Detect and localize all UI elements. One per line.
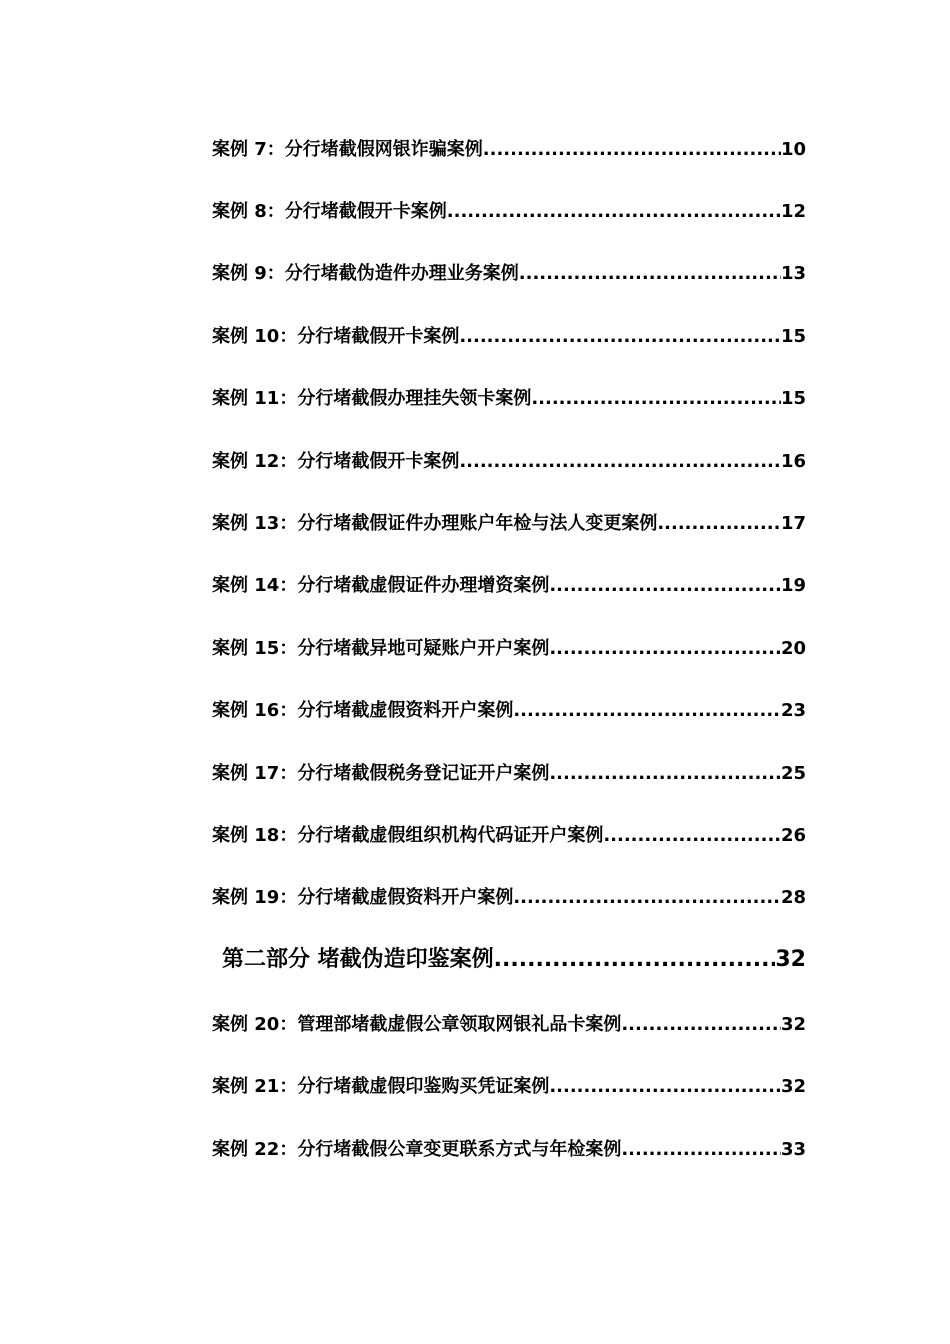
toc-entry[interactable] <box>212 1138 806 1162</box>
toc-entry[interactable] <box>212 637 806 661</box>
toc-entry[interactable] <box>212 762 806 786</box>
toc-entry[interactable] <box>212 200 806 224</box>
toc-entry-page: 20 <box>780 638 806 659</box>
toc-entry-page: 32 <box>780 1014 806 1035</box>
toc-part-heading[interactable] <box>222 946 806 974</box>
toc-entry-title: 案例 22：分行堵截假公章变更联系方式与年检案例 <box>212 1139 622 1160</box>
toc-entry-page: 15 <box>780 388 806 409</box>
toc-entry-page: 28 <box>780 887 806 908</box>
toc-entry-title: 案例 14：分行堵截虚假证件办理增资案例 <box>212 575 550 596</box>
toc-entry-page: 33 <box>780 1139 806 1160</box>
dot-leader <box>549 762 781 786</box>
toc-entry-title: 案例 11：分行堵截假办理挂失领卡案例 <box>212 388 532 409</box>
toc-entry[interactable] <box>212 325 806 349</box>
dot-leader <box>621 1138 781 1162</box>
toc-entry-title: 案例 19：分行堵截虚假资料开户案例 <box>212 887 514 908</box>
dot-leader <box>549 1075 781 1099</box>
toc-entry-title: 第二部分 堵截伪造印鉴案例 <box>222 947 494 972</box>
dot-leader <box>483 138 781 162</box>
toc-entry-page: 19 <box>780 575 806 596</box>
toc-entry[interactable] <box>212 138 806 162</box>
toc-entry-page: 25 <box>780 763 806 784</box>
toc-entry-title: 案例 16：分行堵截虚假资料开户案例 <box>212 700 514 721</box>
dot-leader <box>513 886 781 910</box>
toc-entry-title: 案例 21：分行堵截虚假印鉴购买凭证案例 <box>212 1076 550 1097</box>
toc-entry[interactable] <box>212 1013 806 1037</box>
toc-entry[interactable] <box>212 387 806 411</box>
toc-entry-page: 17 <box>780 513 806 534</box>
toc-entry[interactable] <box>212 886 806 910</box>
toc-entry-title: 案例 10：分行堵截假开卡案例 <box>212 326 460 347</box>
toc-entry-title: 案例 13：分行堵截假证件办理账户年检与法人变更案例 <box>212 513 658 534</box>
toc-entry-title: 案例 18：分行堵截虚假组织机构代码证开户案例 <box>212 825 604 846</box>
toc-entry-title: 案例 9：分行堵截伪造件办理业务案例 <box>212 263 519 284</box>
toc-entry-page: 23 <box>780 700 806 721</box>
dot-leader <box>459 325 781 349</box>
dot-leader <box>459 450 781 474</box>
toc-entry-title: 案例 17：分行堵截假税务登记证开户案例 <box>212 763 550 784</box>
toc-entry[interactable] <box>212 1075 806 1099</box>
toc-entry[interactable] <box>212 450 806 474</box>
dot-leader <box>494 946 776 974</box>
toc-entry-page: 10 <box>780 139 806 160</box>
toc-entry[interactable] <box>212 262 806 286</box>
toc-entry-page: 26 <box>780 825 806 846</box>
dot-leader <box>513 699 781 723</box>
toc-entry[interactable] <box>212 824 806 848</box>
dot-leader <box>549 574 781 598</box>
dot-leader <box>549 637 781 661</box>
toc-entry[interactable] <box>212 574 806 598</box>
toc-entry-title: 案例 15：分行堵截异地可疑账户开户案例 <box>212 638 550 659</box>
dot-leader <box>603 824 781 848</box>
toc-entry-page: 32 <box>780 1076 806 1097</box>
toc-entry-title: 案例 7：分行堵截假网银诈骗案例 <box>212 139 483 160</box>
dot-leader <box>531 387 781 411</box>
toc-entry-title: 案例 20：管理部堵截虚假公章领取网银礼品卡案例 <box>212 1014 622 1035</box>
dot-leader <box>519 262 781 286</box>
dot-leader <box>447 200 781 224</box>
dot-leader <box>657 512 781 536</box>
toc-entry[interactable] <box>212 512 806 536</box>
toc-entry[interactable] <box>212 699 806 723</box>
toc-entry-page: 12 <box>780 201 806 222</box>
toc-entry-page: 15 <box>780 326 806 347</box>
dot-leader <box>621 1013 781 1037</box>
toc-entry-title: 案例 12：分行堵截假开卡案例 <box>212 451 460 472</box>
toc-entry-page: 16 <box>780 451 806 472</box>
toc-entry-title: 案例 8：分行堵截假开卡案例 <box>212 201 447 222</box>
toc-entry-page: 32 <box>775 947 806 972</box>
toc-entry-page: 13 <box>780 263 806 284</box>
